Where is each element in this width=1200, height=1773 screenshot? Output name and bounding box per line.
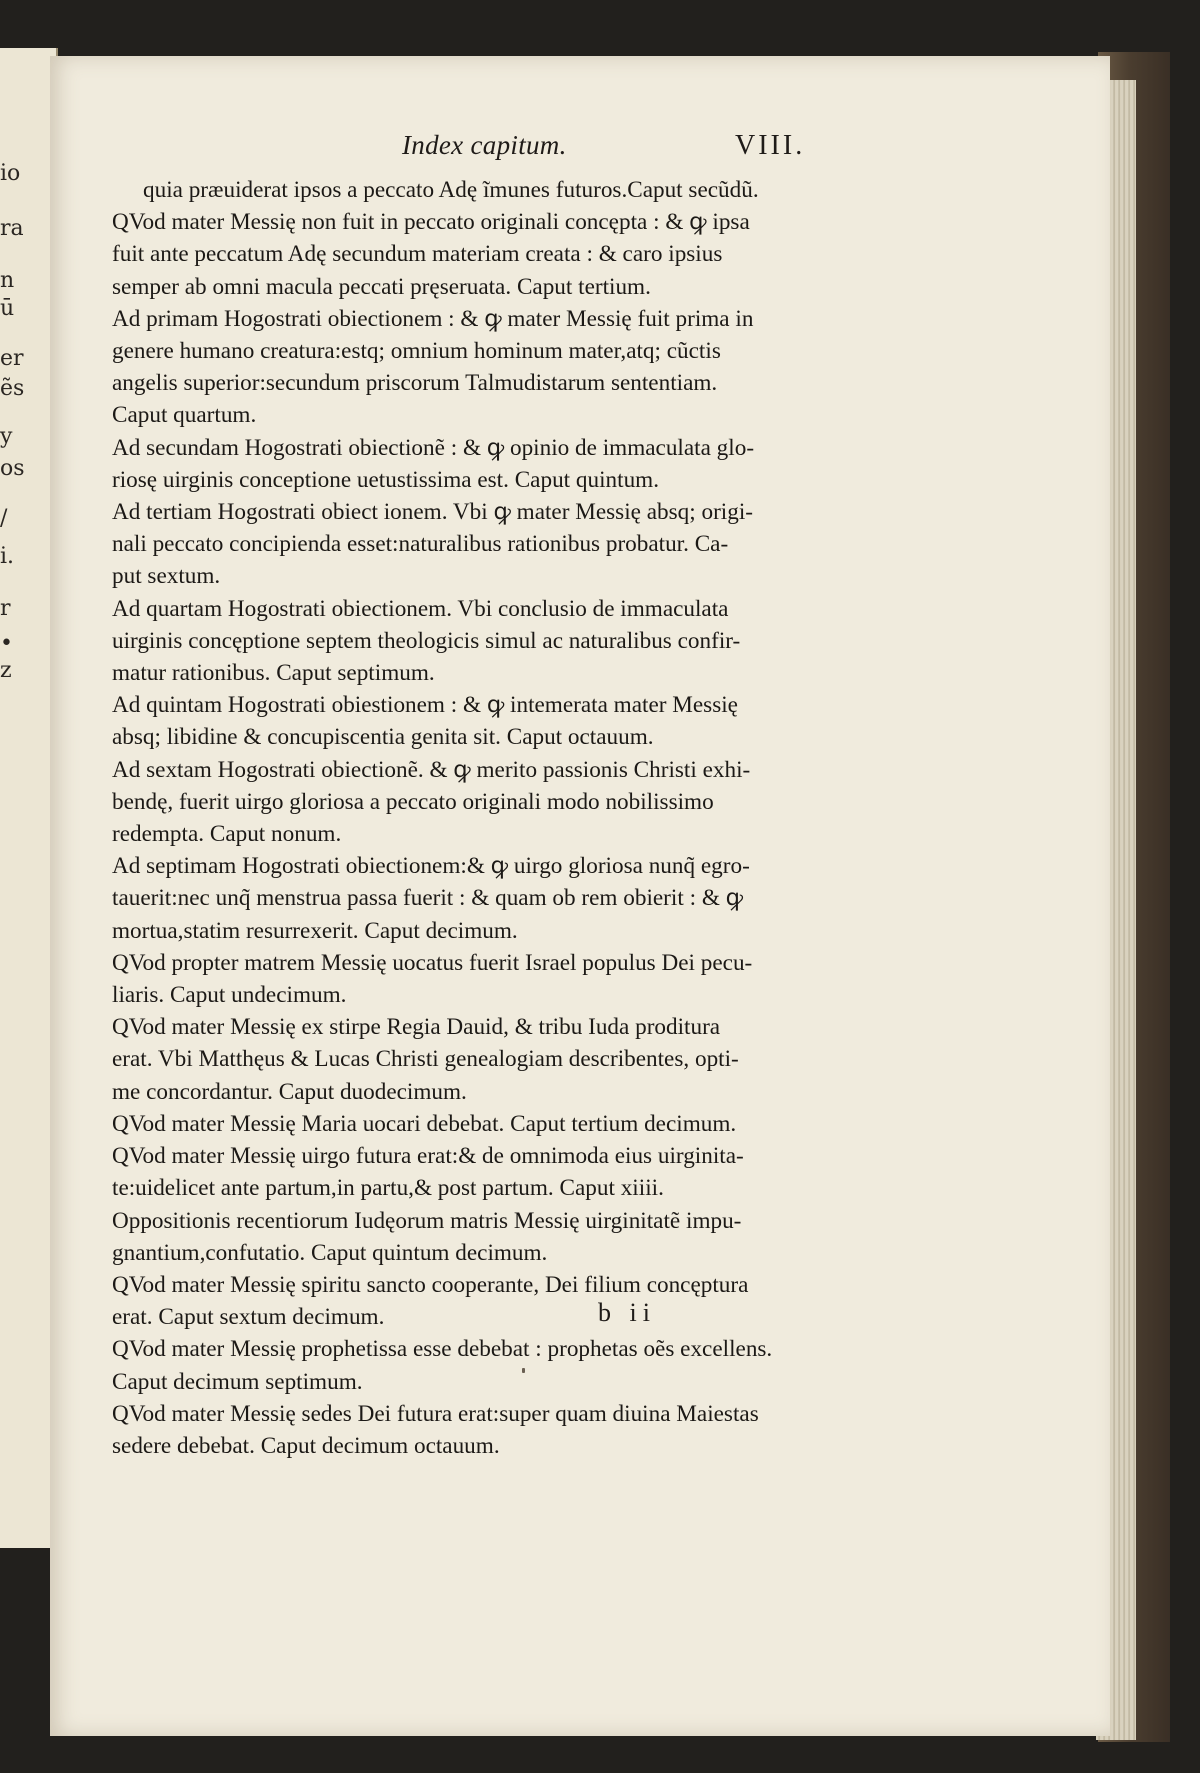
entry-line: genere humano creatura:estq; omnium hominum mater,atq; cũctis [112,338,721,365]
index-entry [112,206,872,303]
facing-page-fragment: io [0,161,21,186]
entry-line: matur rationibus. Caput septimum. [112,660,435,687]
entry-line: Ad secundam Hogostrati obiectionẽ : & ꝙ opinio de immaculata glo- [112,434,755,461]
folio-number: VIII. [735,130,806,161]
chapter-index-list [112,174,872,1462]
index-entry [112,1333,872,1397]
facing-page-fragment: y [0,424,13,449]
facing-page-fragment: z [0,658,12,683]
entry-line: sedere debebat. Caput decimum octauum. [112,1432,500,1459]
index-entry [112,689,872,753]
entry-line: te:uidelicet ante partum,in partu,& post partum. Caput xiiii. [112,1175,664,1202]
facing-page-fragment: • [0,631,13,656]
entry-line: tauerit:nec unq̃ menstrua passa fuerit : & quam ob rem obierit : & ꝙ [112,885,744,912]
signature-mark: b ii [598,1298,656,1327]
index-entry [112,1011,872,1108]
entry-line: Caput quartum. [112,402,257,429]
running-title: Index capitum. [402,130,567,160]
entry-line: nali peccato concipienda esset:naturalibus rationibus probatur. Ca- [112,531,729,558]
entry-line: fuit ante peccatum Adę secundum materiam creata : & caro ipsius [112,241,723,268]
running-head [50,130,1110,170]
index-entry [112,1108,872,1140]
entry-line: QVod mater Messię spiritu sancto cooperante, Dei filium concęptura [112,1271,749,1298]
facing-page-fragment: i. [0,544,15,569]
facing-page-fragment: os [0,456,25,481]
entry-line: Ad tertiam Hogostrati obiect ionem. Vbi ꝙ mater Messię absq; origi- [112,499,753,526]
entry-line: QVod mater Messię ex stirpe Regia Dauid, & tribu Iuda proditura [112,1014,721,1041]
entry-line: erat. Caput sextum decimum. [112,1304,385,1331]
entry-line: erat. Vbi Matthęus & Lucas Christi genealogiam describentes, opti- [112,1046,739,1073]
entry-line: QVod mater Messię sedes Dei futura erat:super quam diuina Maiestas [112,1400,759,1427]
facing-page-fragment: n [0,268,15,293]
entry-line: Ad quintam Hogostrati obiestionem : & ꝙ intemerata mater Messię [112,692,738,719]
entry-line: QVod mater Messię uirgo futura erat:& de omnimoda eius uirginita- [112,1143,744,1170]
entry-line: Ad sextam Hogostrati obiectionẽ. & ꝙ merito passionis Christi exhi- [112,756,751,783]
entry-line: liaris. Caput undecimum. [112,982,347,1009]
ink-speck [522,1368,525,1373]
entry-line: bendę, fuerit uirgo gloriosa a peccato originali modo nobilissimo [112,788,714,815]
facing-page-fragment: er [0,346,24,371]
index-entry [112,593,872,690]
entry-line: QVod propter matrem Messię uocatus fuerit Israel populus Dei pecu- [112,949,753,976]
entry-line: Ad quartam Hogostrati obiectionem. Vbi conclusio de immaculata [112,595,729,622]
facing-page-fragment: ū [0,296,15,321]
facing-page-fragment: ra [0,216,24,241]
index-entry [112,1140,872,1204]
index-entry [112,1269,872,1333]
entry-line: Ad primam Hogostrati obiectionem : & ꝙ mater Messię fuit prima in [112,305,754,332]
facing-page-fragment: r [0,596,11,621]
entry-line: quia præuiderat ipsos a peccato Adę ĩmunes futuros.Caput secũdũ. [143,177,759,203]
entry-line: Oppositionis recentiorum Iudęorum matris Messię uirginitatẽ impu- [112,1207,742,1234]
entry-line: gnantium,confutatio. Caput quintum decimum. [112,1239,548,1266]
entry-line: uirginis concęptione septem theologicis simul ac naturalibus confir- [112,627,741,654]
index-entry [112,850,872,947]
entry-line: QVod mater Messię prophetissa esse debebat : prophetas oẽs excellens. [112,1336,773,1363]
index-entry [112,754,872,851]
index-entry [112,303,872,432]
index-entry [112,174,872,206]
entry-line: semper ab omni macula peccati pręseruata. Caput tertium. [112,273,651,300]
entry-line: absq; libidine & concupiscentia genita sit. Caput octauum. [112,724,654,751]
book-page [50,56,1110,1736]
entry-line: QVod mater Messię Maria uocari debebat. Caput tertium decimum. [112,1110,737,1137]
facing-page-fragment: ẽs [0,376,25,401]
entry-line: QVod mater Messię non fuit in peccato originali concępta : & ꝙ ipsa [112,209,750,236]
entry-line: me concordantur. Caput duodecimum. [112,1078,467,1105]
entry-line: angelis superior:secundum priscorum Talmudistarum sententiam. [112,370,718,397]
index-entry [112,947,872,1011]
index-entry [112,432,872,496]
entry-line: riosę uirginis conceptione uetustissima est. Caput quintum. [112,466,659,493]
entry-line: Ad septimam Hogostrati obiectionem:& ꝙ uirgo gloriosa nunq̃ egro- [112,853,750,880]
facing-page-fragment: / [0,506,8,531]
entry-line: redempta. Caput nonum. [112,821,342,848]
index-entry [112,1398,872,1462]
entry-line: Caput decimum septimum. [112,1368,363,1395]
entry-line: put sextum. [112,563,221,590]
index-entry [112,496,872,593]
index-entry [112,1205,872,1269]
entry-line: mortua,statim resurrexerit. Caput decimum. [112,917,518,944]
